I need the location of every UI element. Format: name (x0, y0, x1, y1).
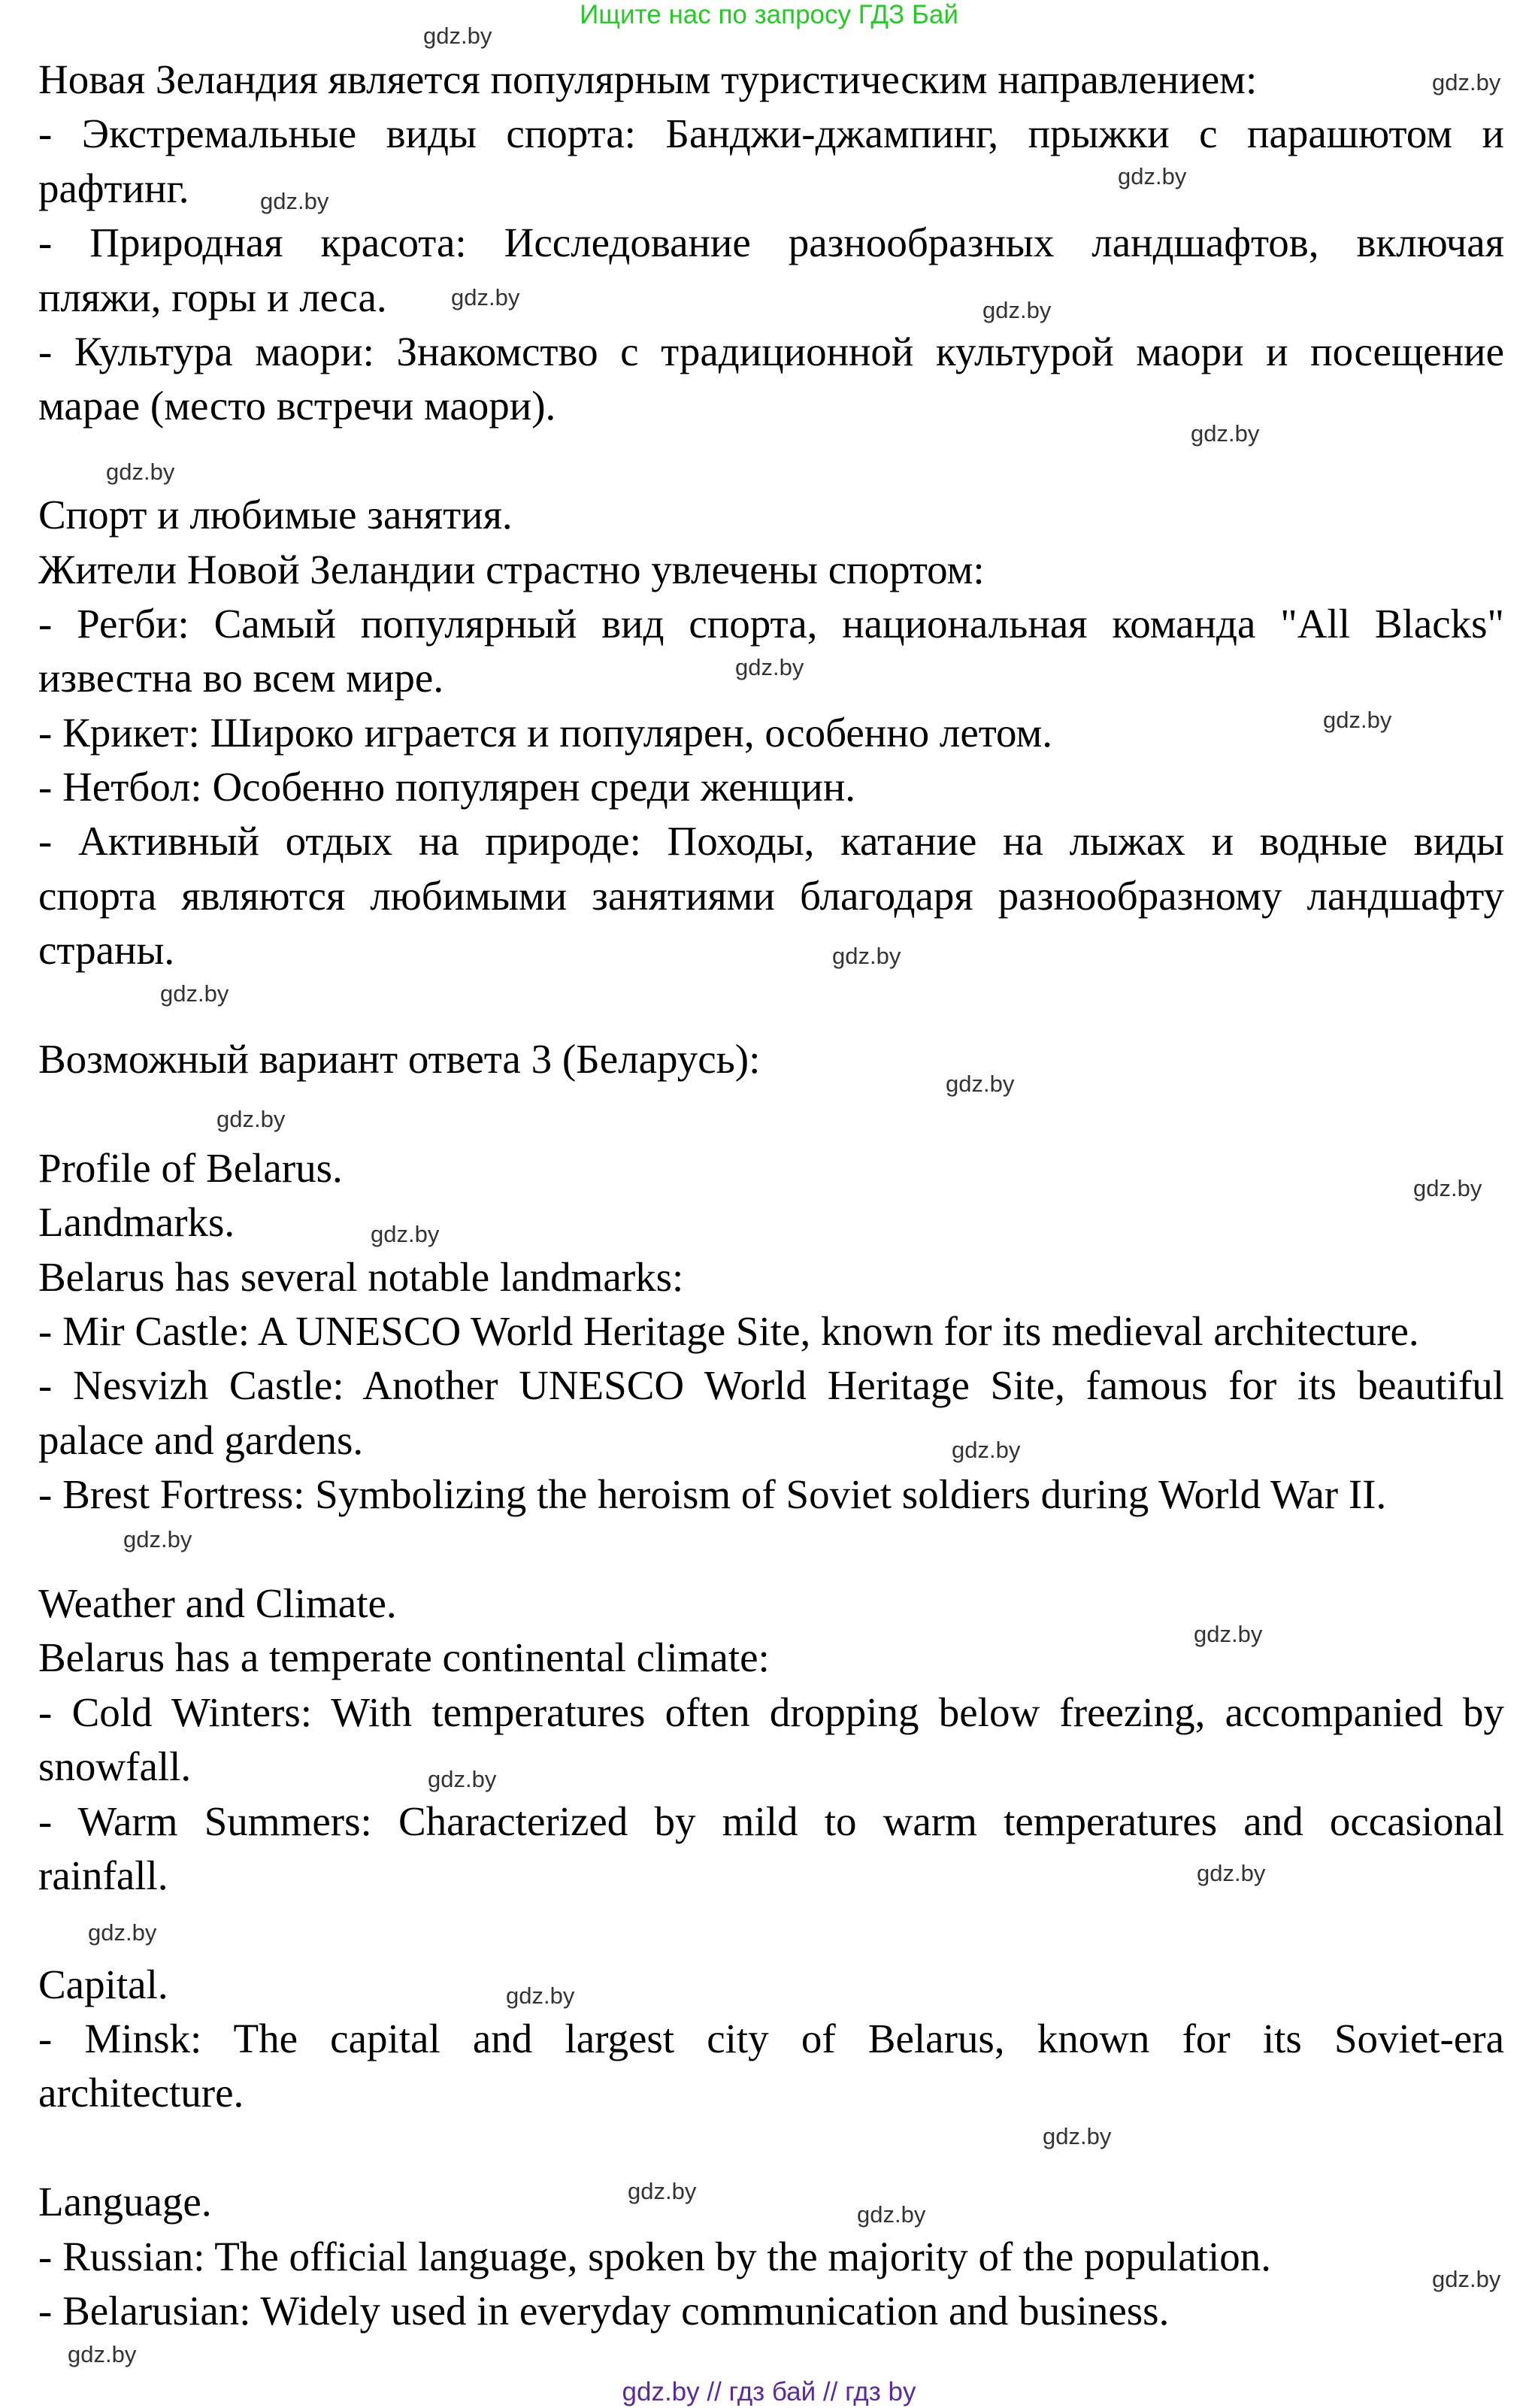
watermark: gdz.by (1413, 1175, 1482, 1201)
watermark: gdz.by (371, 1221, 440, 1247)
watermark: gdz.by (106, 459, 175, 485)
watermark: gdz.by (1432, 69, 1501, 95)
text-line: Belarus has a temperate continental climate: (38, 1634, 770, 1681)
text-line: rainfall. (38, 1852, 168, 1898)
text-line: Profile of Belarus. (38, 1144, 343, 1191)
text-line: - Регби: Самый популярный вид спорта, национальная команда "All Blacks" (38, 600, 1504, 647)
watermark: gdz.by (160, 980, 229, 1007)
watermark: gdz.by (1323, 707, 1392, 733)
text-line: - Экстремальные виды спорта: Банджи-джампинг, прыжки с парашютом и (38, 111, 1504, 157)
watermark: gdz.by (1118, 163, 1187, 189)
text-line: - Brest Fortress: Symbolizing the heroism of Soviet soldiers during World War II. (38, 1471, 1387, 1518)
text-line: - Cold Winters: With temperatures often dropping below freezing, accompanied by (38, 1689, 1504, 1735)
text-line: palace and gardens. (38, 1416, 364, 1463)
site-banner: Ищите нас по запросу ГДЗ Бай (580, 0, 958, 29)
watermark: gdz.by (88, 1919, 157, 1946)
watermark: gdz.by (451, 284, 520, 310)
watermark: gdz.by (1191, 420, 1260, 447)
text-line: - Nesvizh Castle: Another UNESCO World Heritage Site, famous for its beautiful (38, 1362, 1504, 1409)
text-line: рафтинг. (38, 165, 189, 211)
text-line: - Природная красота: Исследование разнообразных ландшафтов, включая (38, 220, 1504, 266)
watermark: gdz.by (260, 188, 329, 214)
blank-line (38, 434, 1504, 488)
watermark: gdz.by (428, 1766, 497, 1792)
text-line: Жители Новой Зеландии страстно увлечены спортом: (38, 546, 985, 592)
site-footer-links[interactable]: gdz.by // гдз бай // гдз by (622, 2377, 916, 2406)
text-line: Belarus has several notable landmarks: (38, 1253, 684, 1300)
text-line: - Russian: The official language, spoken by the majority of the population. (38, 2233, 1271, 2279)
blank-line (38, 978, 1504, 1032)
text-line: пляжи, горы и леса. (38, 274, 387, 320)
watermark: gdz.by (216, 1106, 286, 1132)
watermark: gdz.by (628, 2178, 697, 2204)
watermark: gdz.by (68, 2341, 137, 2367)
document-body (38, 53, 1504, 2338)
text-line: страны. (38, 927, 175, 974)
text-line: - Культура маори: Знакомство с традиционной культурой маори и посещение (38, 328, 1504, 374)
watermark: gdz.by (857, 2201, 926, 2228)
text-line: - Belarusian: Widely used in everyday communication and business. (38, 2288, 1170, 2334)
text-line: - Minsk: The capital and largest city of Belarus, known for its Soviet-era (38, 2016, 1504, 2062)
text-line: - Активный отдых на природе: Походы, катание на лыжах и водные виды (38, 818, 1504, 865)
watermark: gdz.by (423, 23, 492, 49)
text-line: architecture. (38, 2070, 244, 2116)
watermark: gdz.by (982, 297, 1052, 323)
text-line: Landmarks. (38, 1199, 235, 1246)
text-line: марае (место встречи маори). (38, 383, 556, 429)
blank-line (38, 2121, 1504, 2175)
text-line: - Mir Castle: A UNESCO World Heritage Site, known for its medieval architecture. (38, 1307, 1419, 1354)
text-line: Weather and Climate. (38, 1580, 397, 1626)
text-line: спорта являются любимыми занятиями благодаря разнообразному ландшафту (38, 872, 1504, 919)
text-line: Capital. (38, 1961, 168, 2007)
watermark: gdz.by (952, 1437, 1021, 1463)
text-line: Спорт и любимые занятия. (38, 492, 513, 538)
blank-line (38, 1522, 1504, 1577)
watermark: gdz.by (1432, 2266, 1501, 2292)
watermark: gdz.by (1197, 1860, 1266, 1886)
blank-line (38, 1903, 1504, 1957)
watermark: gdz.by (1194, 1621, 1263, 1647)
text-line: Language. (38, 2179, 212, 2225)
watermark: gdz.by (123, 1526, 192, 1552)
text-line: snowfall. (38, 1743, 192, 1790)
text-line: Возможный вариант ответа 3 (Беларусь): (38, 1036, 761, 1083)
watermark: gdz.by (1043, 2123, 1112, 2149)
text-line: - Крикет: Широко играется и популярен, особенно летом. (38, 709, 1053, 756)
watermark: gdz.by (832, 943, 901, 969)
watermark: gdz.by (946, 1071, 1015, 1097)
text-line: - Warm Summers: Characterized by mild to warm temperatures and occasional (38, 1798, 1504, 1844)
text-line: - Нетбол: Особенно популярен среди женщин. (38, 764, 856, 810)
watermark: gdz.by (735, 654, 804, 680)
text-line: Новая Зеландия является популярным туристическим направлением: (38, 56, 1258, 102)
text-line: известна во всем мире. (38, 655, 444, 701)
watermark: gdz.by (506, 1982, 575, 2009)
